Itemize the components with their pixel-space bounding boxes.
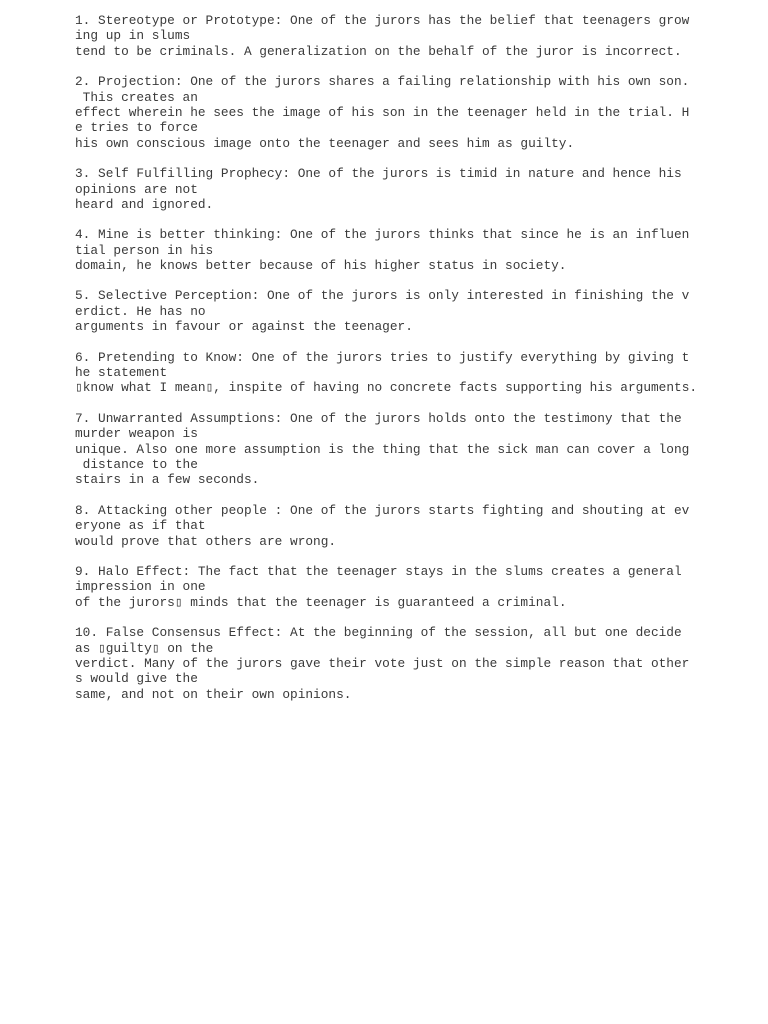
text-line: 8. Attacking other people : One of the jurors starts fighting and shouting at ev bbox=[75, 502, 690, 518]
text-line: ▯know what I mean▯, inspite of having no concrete facts supporting his arguments. bbox=[75, 380, 698, 396]
paragraph-item-1 bbox=[75, 13, 715, 59]
text-line: ing up in slums bbox=[75, 28, 191, 44]
text-line: 9. Halo Effect: The fact that the teenager stays in the slums creates a general bbox=[75, 563, 682, 579]
text-line: 7. Unwarranted Assumptions: One of the jurors holds onto the testimony that the bbox=[75, 410, 682, 426]
text-line: 1. Stereotype or Prototype: One of the jurors has the belief that teenagers grow bbox=[75, 13, 690, 28]
text-line: same, and not on their own opinions. bbox=[75, 686, 352, 702]
text-line: impression in one bbox=[75, 579, 206, 595]
document-page bbox=[75, 13, 715, 717]
text-line: e tries to force bbox=[75, 120, 198, 136]
text-line: of the jurors▯ minds that the teenager is guaranteed a criminal. bbox=[75, 594, 567, 610]
text-line: tial person in his bbox=[75, 242, 214, 258]
text-line: murder weapon is bbox=[75, 426, 198, 442]
paragraph-item-6 bbox=[75, 350, 715, 396]
text-line: as ▯guilty▯ on the bbox=[75, 640, 214, 656]
text-line: stairs in a few seconds. bbox=[75, 472, 260, 488]
text-line: verdict. Many of the jurors gave their vote just on the simple reason that other bbox=[75, 655, 690, 671]
text-line: he statement bbox=[75, 365, 168, 381]
text-line: domain, he knows better because of his higher status in society. bbox=[75, 258, 567, 274]
text-line: 2. Projection: One of the jurors shares a failing relationship with his own son. bbox=[75, 74, 690, 90]
paragraph-item-10 bbox=[75, 625, 715, 702]
paragraph-item-4 bbox=[75, 227, 715, 273]
text-line: effect wherein he sees the image of his son in the teenager held in the trial. H bbox=[75, 104, 690, 120]
text-line: 10. False Consensus Effect: At the beginning of the session, all but one decide bbox=[75, 625, 682, 641]
text-line: would prove that others are wrong. bbox=[75, 533, 337, 549]
paragraph-item-5 bbox=[75, 288, 715, 334]
text-line: 3. Self Fulfilling Prophecy: One of the jurors is timid in nature and hence his bbox=[75, 166, 682, 182]
paragraph-item-8 bbox=[75, 503, 715, 549]
text-line: s would give the bbox=[75, 671, 198, 687]
text-line: 4. Mine is better thinking: One of the jurors thinks that since he is an influen bbox=[75, 227, 690, 243]
text-line: arguments in favour or against the teenager. bbox=[75, 319, 413, 335]
text-line: 5. Selective Perception: One of the jurors is only interested in finishing the v bbox=[75, 288, 690, 304]
text-line: 6. Pretending to Know: One of the jurors tries to justify everything by giving t bbox=[75, 349, 690, 365]
paragraph-item-3 bbox=[75, 166, 715, 212]
text-line: tend to be criminals. A generalization on the behalf of the juror is incorrect. bbox=[75, 43, 682, 59]
text-line: This creates an bbox=[75, 89, 198, 105]
paragraph-item-9 bbox=[75, 564, 715, 610]
text-line: distance to the bbox=[75, 456, 198, 472]
text-line: heard and ignored. bbox=[75, 196, 214, 212]
paragraph-item-2 bbox=[75, 74, 715, 151]
text-line: unique. Also one more assumption is the thing that the sick man can cover a long bbox=[75, 441, 690, 457]
text-line: opinions are not bbox=[75, 181, 198, 197]
text-line: his own conscious image onto the teenager and sees him as guilty. bbox=[75, 135, 575, 151]
text-line: eryone as if that bbox=[75, 518, 206, 534]
text-line: erdict. He has no bbox=[75, 303, 206, 319]
paragraph-item-7 bbox=[75, 411, 715, 488]
